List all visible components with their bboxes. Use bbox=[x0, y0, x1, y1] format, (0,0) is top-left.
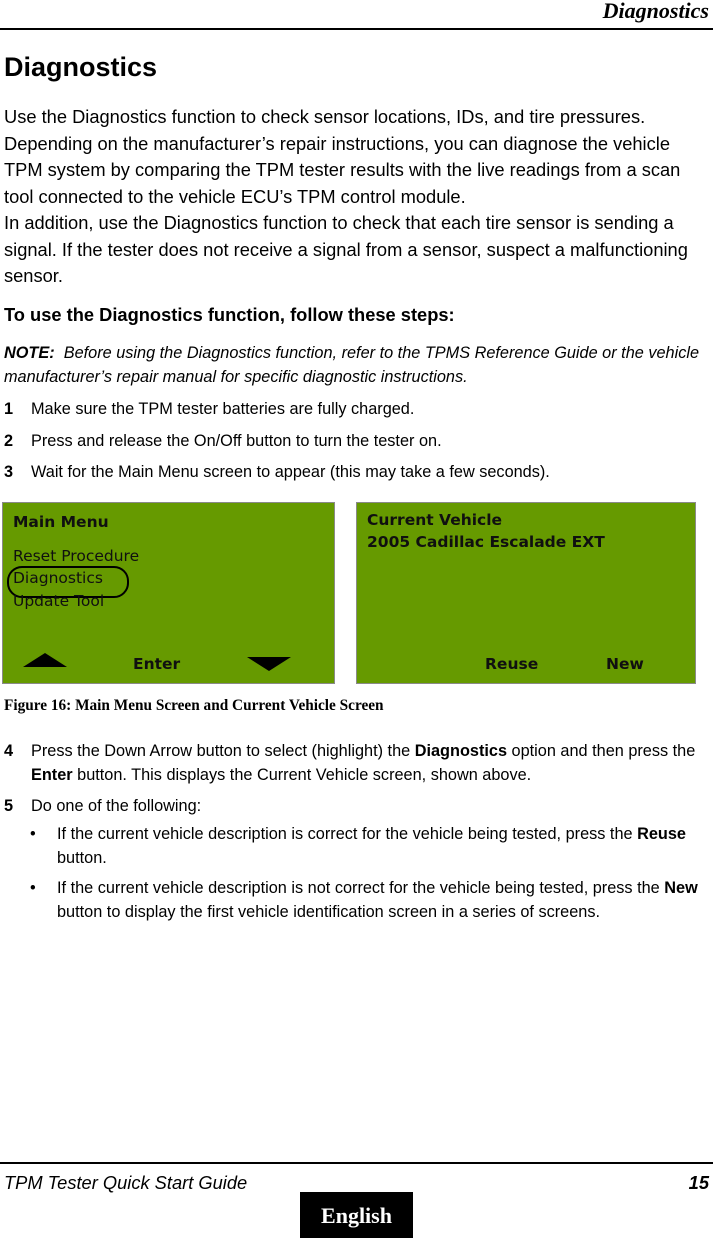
up-arrow-icon bbox=[23, 653, 67, 669]
footer-guide-title: TPM Tester Quick Start Guide bbox=[4, 1172, 248, 1193]
vehicle-description: 2005 Cadillac Escalade EXT bbox=[367, 533, 605, 551]
step-number: 5 bbox=[4, 797, 14, 815]
menu-item-update-tool: Update Tool bbox=[13, 592, 105, 610]
header-rule bbox=[0, 28, 713, 30]
language-tab: English bbox=[300, 1192, 413, 1238]
step-3 bbox=[4, 460, 709, 484]
step-2 bbox=[4, 429, 709, 453]
bullet-icon: • bbox=[30, 879, 36, 897]
new-softkey-label: New bbox=[606, 655, 644, 673]
step-5 bbox=[4, 794, 709, 818]
enter-softkey-label: Enter bbox=[133, 655, 181, 673]
figure-caption: Figure 16: Main Menu Screen and Current Vehicle Screen bbox=[4, 697, 384, 714]
menu-item-reset-procedure: Reset Procedure bbox=[13, 547, 140, 565]
step-text: Press the Down Arrow button to select (highlight) the Diagnostics option and then press the Enter button. This displays the Current Vehicle screen, shown above. bbox=[31, 742, 696, 784]
main-menu-screen bbox=[2, 502, 335, 684]
bullet-reuse bbox=[30, 822, 709, 870]
step-text: Make sure the TPM tester batteries are fully charged. bbox=[31, 400, 415, 418]
menu-item-diagnostics: Diagnostics bbox=[13, 569, 103, 587]
signal-paragraph: In addition, use the Diagnostics function to check that each tire sensor is sending a signal. If the tester does not receive a signal from a sensor, suspect a malfunctioning sensor. bbox=[4, 212, 688, 286]
down-arrow-icon bbox=[247, 655, 291, 671]
step-number: 2 bbox=[4, 432, 14, 450]
main-menu-title: Main Menu bbox=[13, 513, 109, 531]
step-number: 3 bbox=[4, 463, 14, 481]
bullet-text: If the current vehicle description is correct for the vehicle being tested, press the Reuse button. bbox=[57, 825, 686, 867]
steps-intro: To use the Diagnostics function, follow these steps: bbox=[4, 304, 455, 325]
current-vehicle-title: Current Vehicle bbox=[367, 511, 503, 529]
intro-paragraph: Use the Diagnostics function to check sensor locations, IDs, and tire pressures. Depending on the manufacturer’s repair instructions, you can diagnose the vehicle TPM system by comparing the TPM tester results with the live readings from a scan tool connected to the vehicle ECU’s TPM control module. bbox=[4, 106, 681, 207]
step-text: Wait for the Main Menu screen to appear (this may take a few seconds). bbox=[31, 463, 550, 481]
step-1 bbox=[4, 397, 709, 421]
bullet-text: If the current vehicle description is not correct for the vehicle being tested, press the New button to display the first vehicle identification screen in a series of screens. bbox=[57, 879, 698, 921]
note-label: NOTE: bbox=[4, 344, 55, 362]
step-number: 1 bbox=[4, 400, 14, 418]
bullet-new bbox=[30, 876, 709, 924]
note bbox=[4, 341, 709, 389]
reuse-softkey-label: Reuse bbox=[485, 655, 539, 673]
bullet-icon: • bbox=[30, 825, 36, 843]
current-vehicle-screen bbox=[356, 502, 696, 684]
step-text: Do one of the following: bbox=[31, 797, 202, 815]
footer-rule bbox=[0, 1162, 713, 1164]
page-title: Diagnostics bbox=[4, 52, 158, 82]
page-number: 15 bbox=[688, 1172, 709, 1193]
running-header: Diagnostics bbox=[602, 0, 709, 23]
note-text: Before using the Diagnostics function, refer to the TPMS Reference Guide or the vehicle manufacturer’s repair manual for specific diagnostic instructions. bbox=[4, 344, 700, 386]
step-text: Press and release the On/Off button to turn the tester on. bbox=[31, 432, 442, 450]
step-number: 4 bbox=[4, 742, 14, 760]
step-4 bbox=[4, 739, 709, 787]
